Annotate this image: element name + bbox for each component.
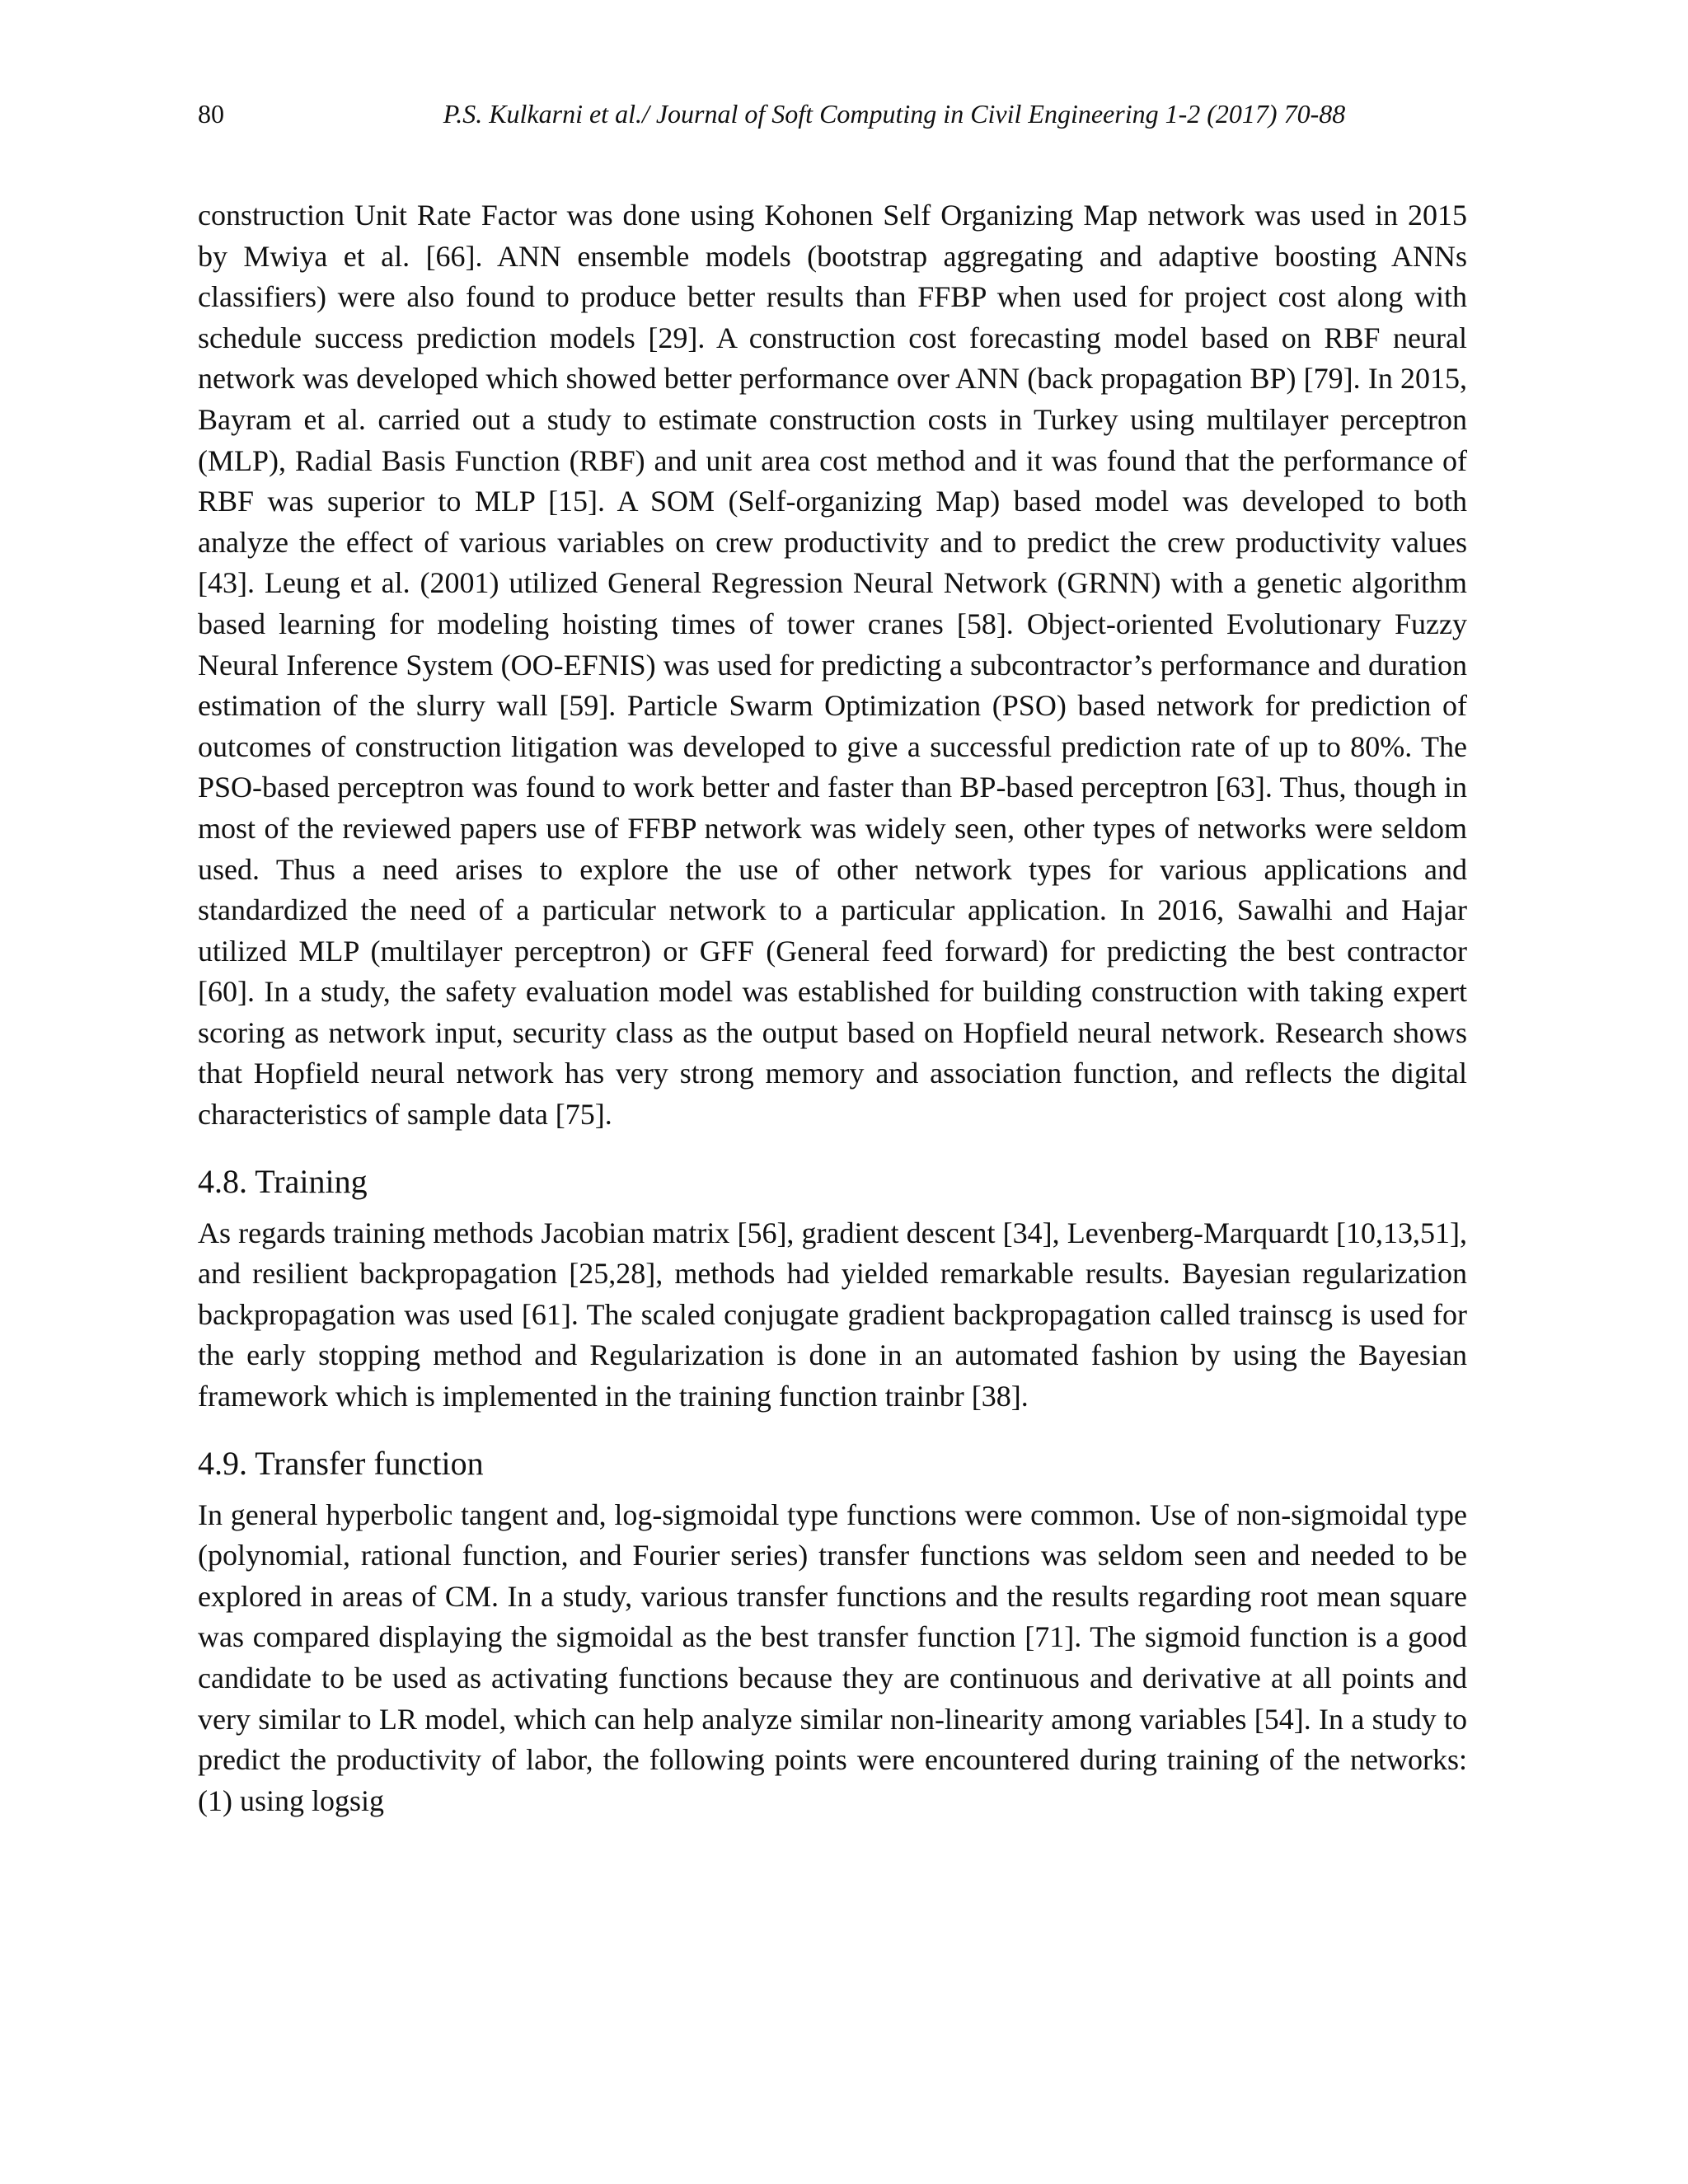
section-spacer [198, 1136, 1467, 1147]
body-paragraph-training: As regards training methods Jacobian matrix [56], gradient descent [34], Levenberg-Marquardt [10,13,51], and resilient backpropagation [25,28], methods had yielded remarkable results. Bayesian regularization backpropagation was used [61]. The scaled conjugate gradient backpropagation called trainscg is used for the early stopping method and Regularization is done in an automated fashion by using the Bayesian framework which is implemented in the training function trainbr [38]. [198, 1216, 1467, 1413]
article-body [198, 195, 1467, 1821]
body-paragraph-network-types: construction Unit Rate Factor was done using Kohonen Self Organizing Map network was used in 2015 by Mwiya et al. [66]. ANN ensemble models (bootstrap aggregating and adaptive boosting ANNs classifiers) were also found to produce better results than FFBP when used for project cost along with schedule success prediction models [29]. A construction cost forecasting model based on RBF neural network was developed which showed better performance over ANN (back propagation BP) [79]. In 2015, Bayram et al. carried out a study to estimate construction costs in Turkey using multilayer perceptron (MLP), Radial Basis Function (RBF) and unit area cost method and it was found that the performance of RBF was superior to MLP [15]. A SOM (Self-organizing Map) based model was developed to both analyze the effect of various variables on crew productivity and to predict the crew productivity values [43]. Leung et al. (2001) utilized General Regression Neural Network (GRNN) with a genetic algorithm based learning for modeling hoisting times of tower cranes [58]. Object-oriented Evolutionary Fuzzy Neural Inference System (OO-EFNIS) was used for predicting a subcontractor’s performance and duration estimation of the slurry wall [59]. Particle Swarm Optimization (PSO) based network for prediction of outcomes of construction litigation was developed to give a successful prediction rate of up to 80%. The PSO-based perceptron was found to work better and faster than BP-based perceptron [63]. Thus, though in most of the reviewed papers use of FFBP network was widely seen, other types of networks were seldom used. Thus a need arises to explore the use of other network types for various applications and standardized the need of a particular network to a particular application. In 2016, Sawalhi and Hajar utilized MLP (multilayer perceptron) or GFF (General feed forward) for predicting the best contractor [60]. In a study, the safety evaluation model was established for building construction with taking expert scoring as network input, security class as the output based on Hopfield neural network. Research shows that Hopfield neural network has very strong memory and association function, and reflects the digital characteristics of sample data [75]. [198, 199, 1467, 1132]
section-heading-transfer-function: 4.9. Transfer function [198, 1444, 484, 1482]
journal-citation-header: P.S. Kulkarni et al./ Journal of Soft Computing in Civil Engineering 1-2 (2017) 70-88 [443, 99, 1346, 129]
section-spacer [198, 1418, 1467, 1429]
section-heading-training: 4.8. Training [198, 1162, 368, 1200]
running-header [198, 99, 1467, 140]
page-number: 80 [198, 99, 224, 129]
body-paragraph-transfer-function: In general hyperbolic tangent and, log-sigmoidal type functions were common. Use of non-sigmoidal type (polynomial, rational function, and Fourier series) transfer functions was seldom seen and needed to be explored in areas of CM. In a study, various transfer functions and the results regarding root mean square was compared displaying the sigmoidal as the best transfer function [71]. The sigmoid function is a good candidate to be used as activating functions because they are continuous and derivative at all points and very similar to LR model, which can help analyze similar non-linearity among variables [54]. In a study to predict the productivity of labor, the following points were encountered during training of the networks: (1) using logsig [198, 1497, 1467, 1817]
